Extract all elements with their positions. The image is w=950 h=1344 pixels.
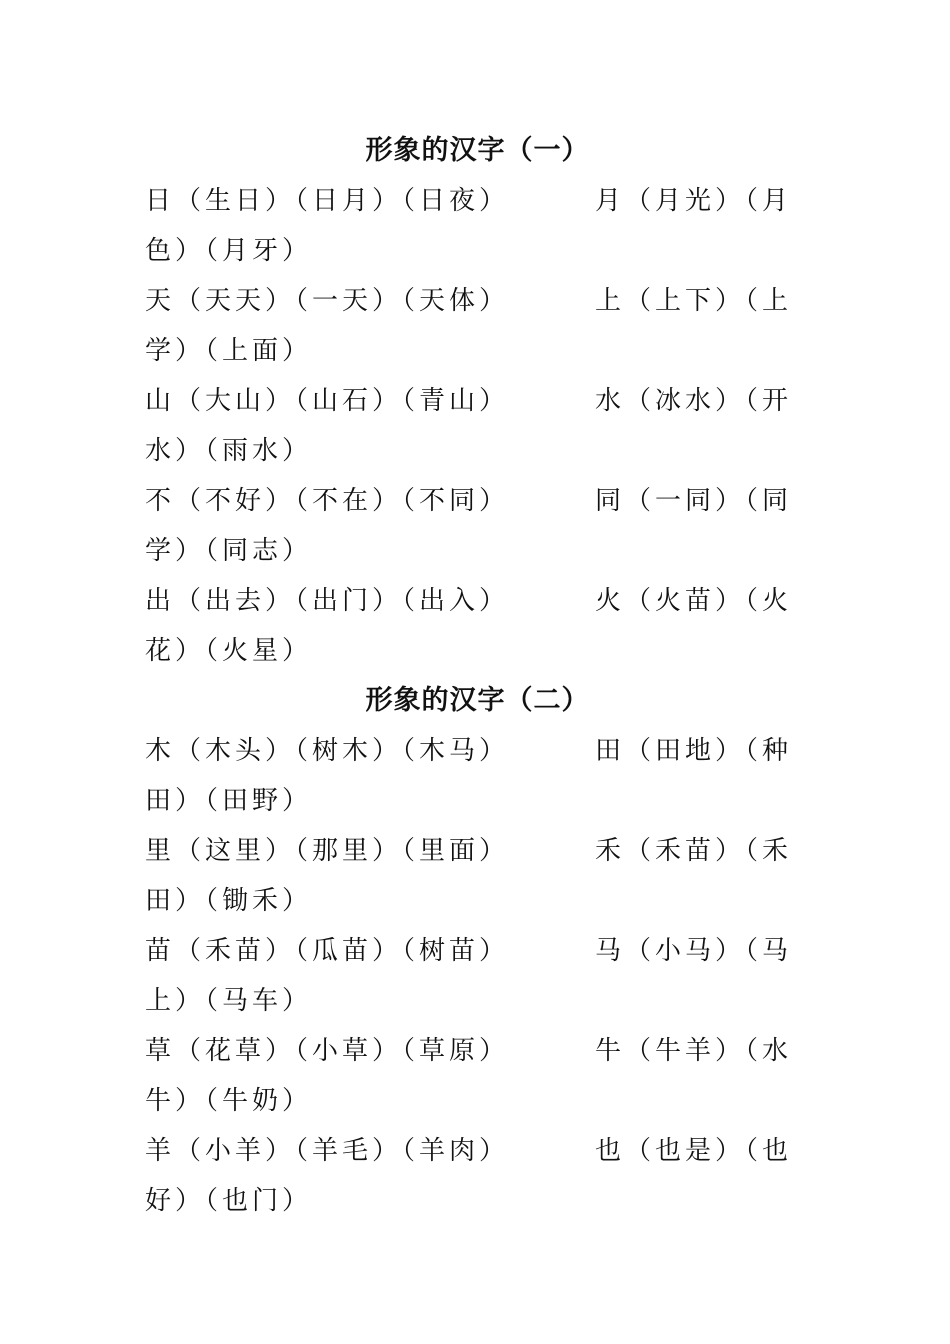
character-entry <box>145 1126 810 1226</box>
entry-left-text: 木（木头）（树木）（木马） <box>145 736 510 766</box>
entry-left-text: 里（这里）（那里）（里面） <box>145 836 510 866</box>
entry-continuation-text: 田）（田野） <box>145 786 313 816</box>
entry-first-line <box>145 826 810 876</box>
entry-continuation-text: 学）（同志） <box>145 536 313 566</box>
entry-first-line <box>145 576 810 626</box>
entry-first-line <box>145 276 810 326</box>
entry-right-text: 水（冰水）（开 <box>595 386 793 416</box>
character-entry <box>145 1026 810 1126</box>
entry-continuation-text: 好）（也门） <box>145 1186 313 1216</box>
entry-right-text: 火（火苗）（火 <box>595 586 793 616</box>
entry-left-text: 羊（小羊）（羊毛）（羊肉） <box>145 1136 510 1166</box>
section-title: 形象的汉字（二） <box>365 685 590 716</box>
entry-left-text: 草（花草）（小草）（草原） <box>145 1036 510 1066</box>
entry-first-line <box>145 476 810 526</box>
entry-first-line <box>145 926 810 976</box>
character-entry <box>145 176 810 276</box>
entry-continuation-text: 水）（雨水） <box>145 436 313 466</box>
character-entry <box>145 376 810 476</box>
entry-left-text: 山（大山）（山石）（青山） <box>145 386 510 416</box>
entry-right-text: 马（小马）（马 <box>595 936 793 966</box>
entry-right-text: 也（也是）（也 <box>595 1136 793 1166</box>
entry-continuation-text: 牛）（牛奶） <box>145 1086 313 1116</box>
character-entry <box>145 476 810 576</box>
entry-right-text: 牛（牛羊）（水 <box>595 1036 793 1066</box>
entry-left-text: 日（生日）（日月）（日夜） <box>145 186 510 216</box>
entry-continuation-text: 上）（马车） <box>145 986 313 1016</box>
section-title: 形象的汉字（一） <box>365 135 590 166</box>
character-entry <box>145 826 810 926</box>
entry-first-line <box>145 726 810 776</box>
entry-left-text: 不（不好）（不在）（不同） <box>145 486 510 516</box>
entry-continuation-text: 花）（火星） <box>145 636 313 666</box>
entry-continuation-text: 田）（锄禾） <box>145 886 313 916</box>
entry-first-line <box>145 1026 810 1076</box>
entry-first-line <box>145 176 810 226</box>
entry-right-text: 上（上下）（上 <box>595 286 793 316</box>
character-entry <box>145 276 810 376</box>
entry-continuation-text: 色）（月牙） <box>145 236 313 266</box>
entry-first-line <box>145 1126 810 1176</box>
character-entry <box>145 926 810 1026</box>
entry-left-text: 苗（禾苗）（瓜苗）（树苗） <box>145 936 510 966</box>
entry-right-text: 月（月光）（月 <box>595 186 793 216</box>
entry-right-text: 禾（禾苗）（禾 <box>595 836 793 866</box>
character-entry <box>145 576 810 676</box>
entry-first-line <box>145 376 810 426</box>
entry-left-text: 出（出去）（出门）（出入） <box>145 586 510 616</box>
entry-right-text: 同（一同）（同 <box>595 486 793 516</box>
entry-continuation-text: 学）（上面） <box>145 336 313 366</box>
character-entry <box>145 726 810 826</box>
document-page <box>145 126 810 1226</box>
entry-right-text: 田（田地）（种 <box>595 736 793 766</box>
entry-left-text: 天（天天）（一天）（天体） <box>145 286 510 316</box>
